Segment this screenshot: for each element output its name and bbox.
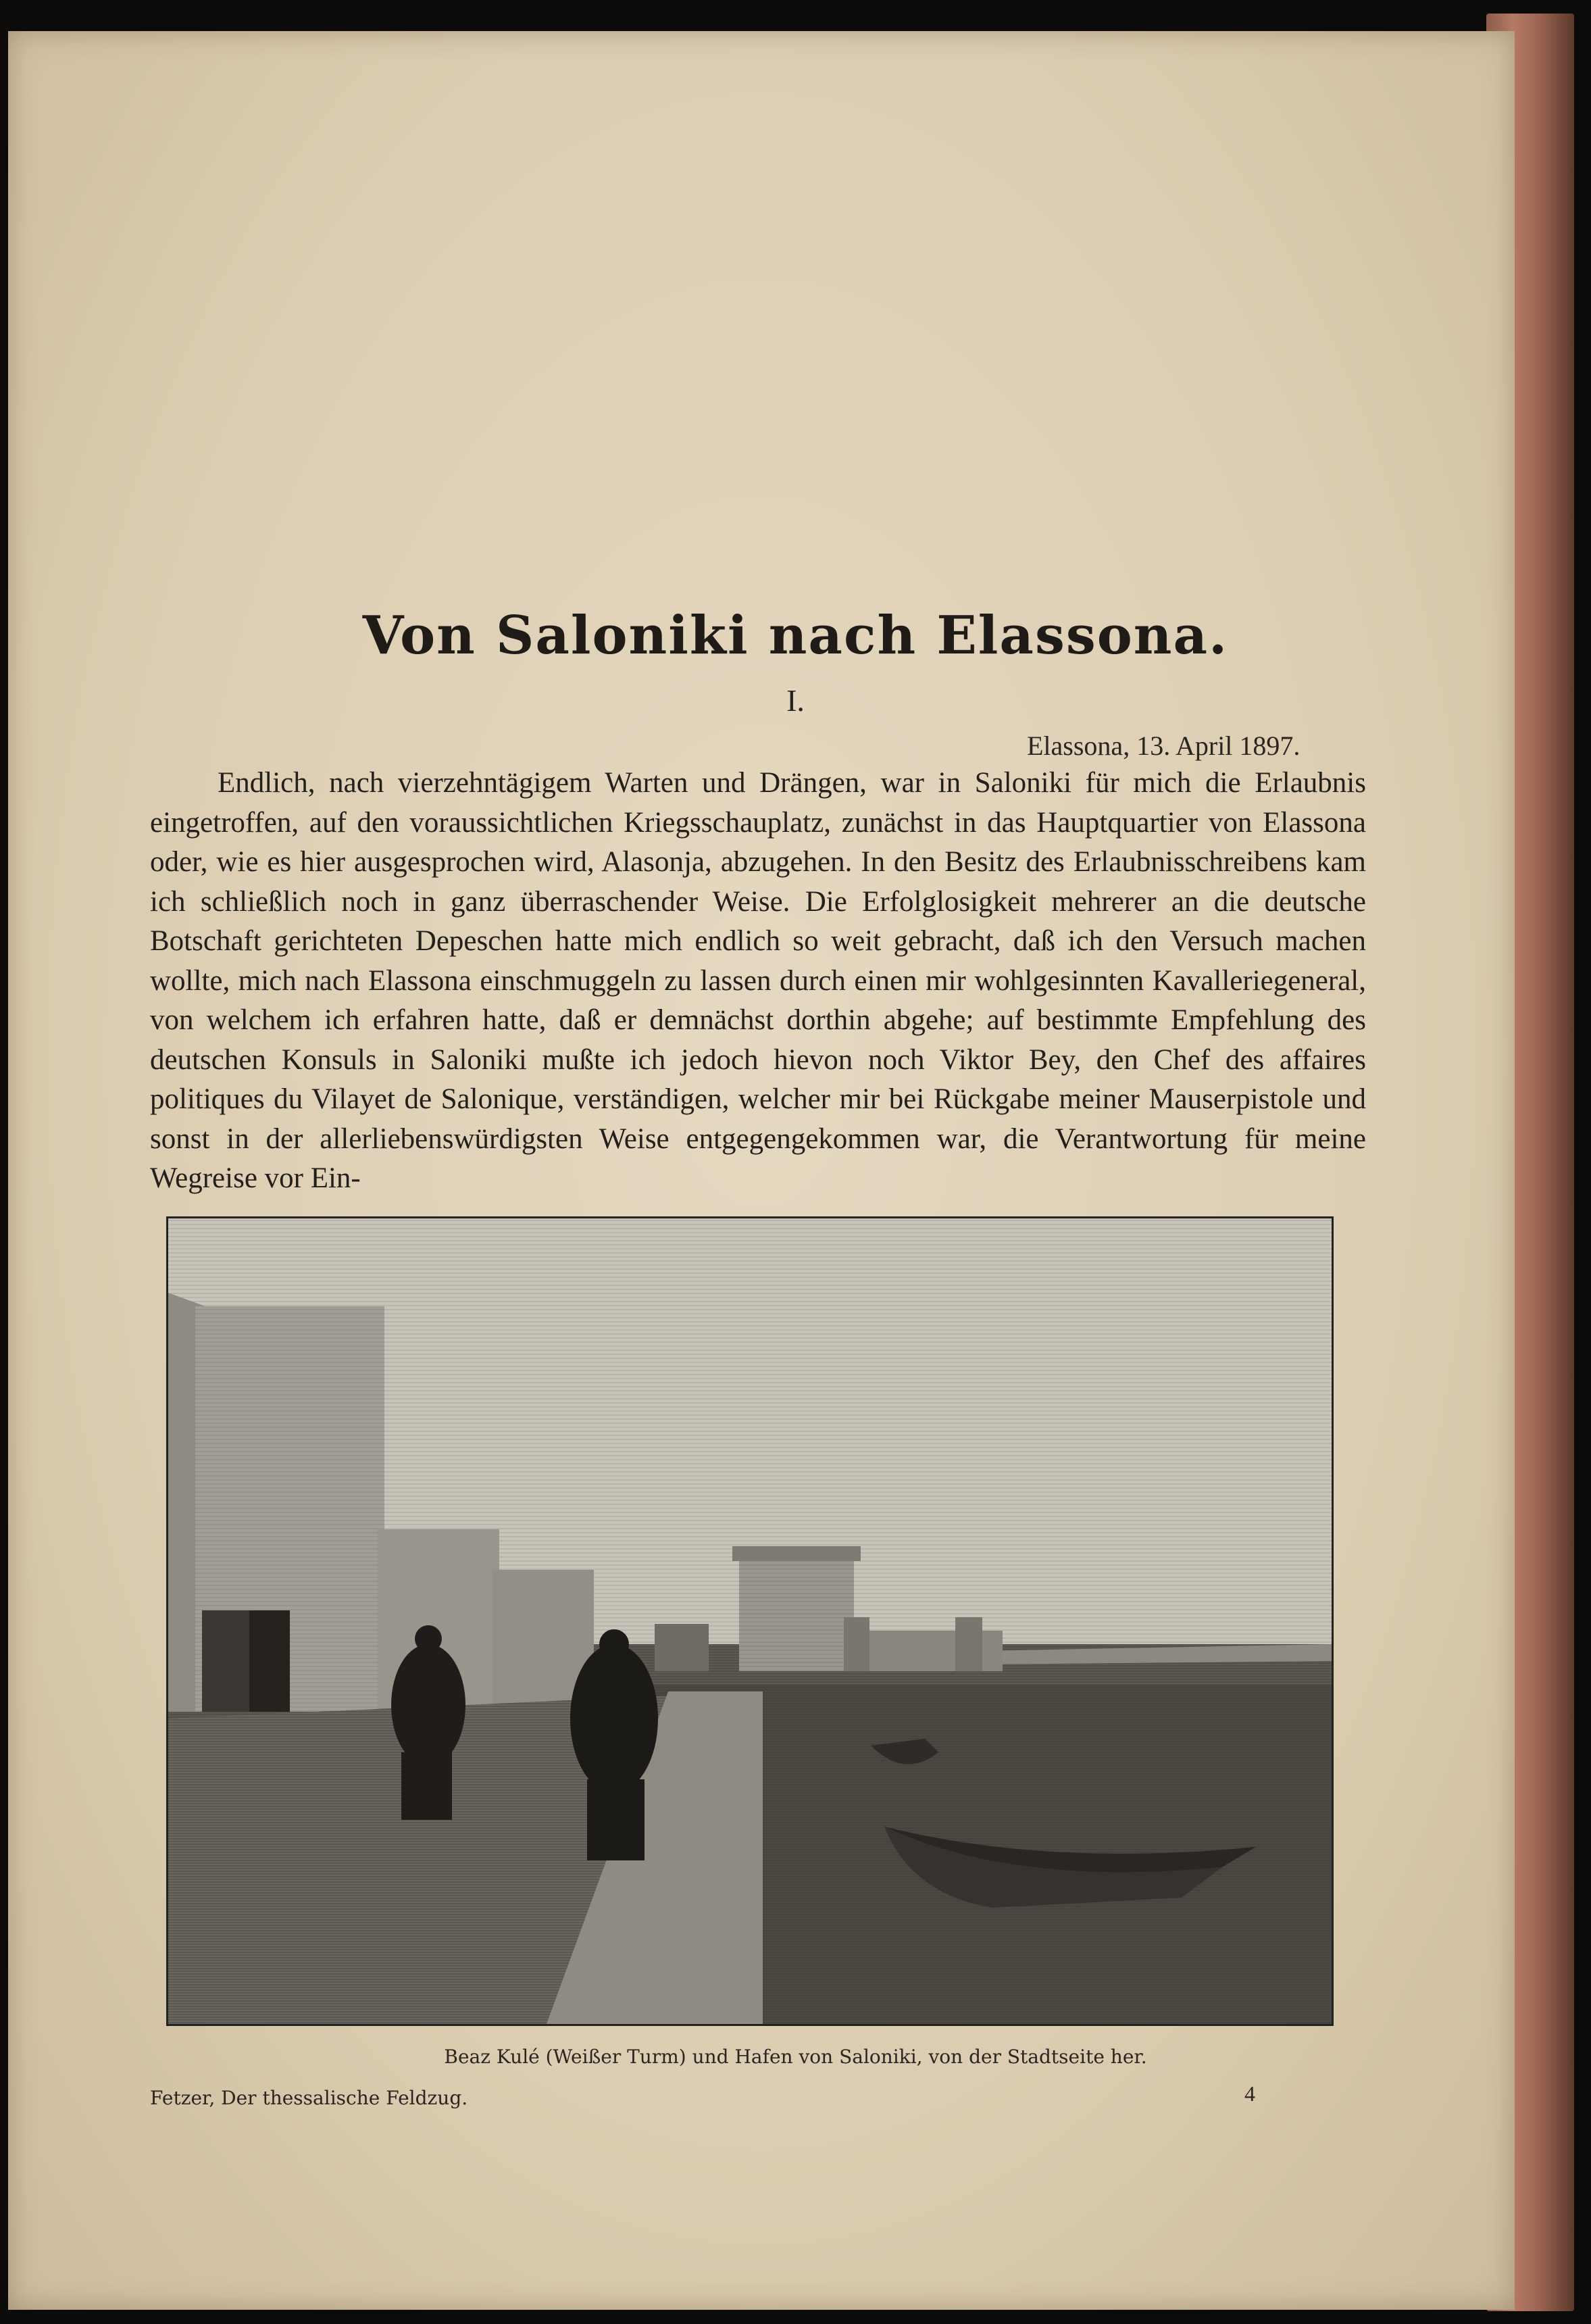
footer-signature: Fetzer, Der thessalische Feldzug. [150,2087,468,2109]
engraving-illustration [166,1216,1334,2026]
section-number: I. [786,683,805,718]
page-number: 4 [1244,2081,1255,2106]
figure-caption: Beaz Kulé (Weißer Turm) und Hafen von Saloniki, von der Stadtseite her. [444,2046,1147,2068]
page-title: Von Saloniki nach Elassona. [362,605,1229,666]
harbor-engraving [168,1218,1332,2024]
body-paragraph: Endlich, nach vierzehntägigem Warten und Drängen, war in Saloniki für mich die Erlaubnis eingetroffen, auf den voraussichtlichen Kriegsschauplatz, zunächst in das Hauptquartier von Elassona oder, wie es hier ausgesprochen wird, Alasonja, abzugehen. In den Besitz des Erlaubnisschreibens kam ich schließlich noch in ganz überraschender Weise. Die Erfolglosigkeit mehrerer an die deutsche Botschaft gerichteten Depeschen hatte mich endlich so weit gebracht, daß ich den Versuch machen wollte, mich nach Elassona einschmuggeln zu lassen durch einen mir wohlgesinnten Kavalleriegeneral, von welchem ich erfahren hatte, daß er demnächst dorthin abgehe; auf bestimmte Empfehlung des deutschen Konsuls in Saloniki mußte ich jedoch hievon noch Viktor Bey, den Chef des affaires politiques du Vilayet de Salonique, verständigen, welcher mir bei Rückgabe meiner Mauserpistole und sonst in der allerliebenswürdigsten Weise entgegengekommen war, die Verantwortung für meine Wegreise vor Ein- [150,767,1366,1194]
dateline: Elassona, 13. April 1897. [1027,731,1300,761]
